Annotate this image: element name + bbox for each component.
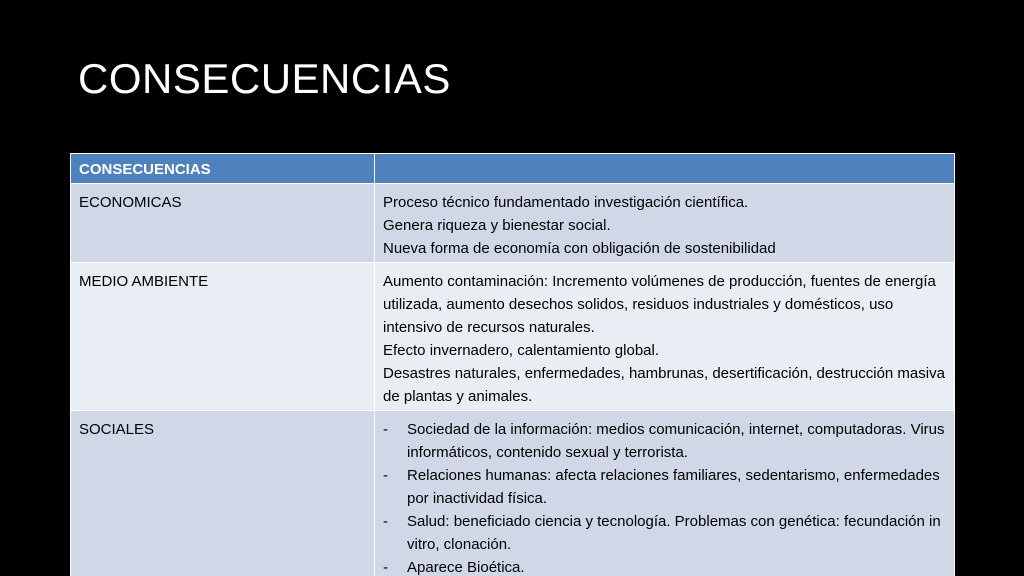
table-header-description [375,154,955,184]
description-cell [375,184,955,263]
table-row-sociales [71,411,955,576]
description-line: Genera riqueza y bienestar social. [383,217,611,234]
description-line: Desastres naturales, enfermedades, hambrunas, desertificación, destrucción masiva de plantas y animales. [383,365,945,405]
dash-marker: - [383,467,388,484]
table-header-category: CONSECUENCIAS [71,154,375,184]
description-cell [375,411,955,576]
slide-title: CONSECUENCIAS [78,55,451,102]
table-row-medio-ambiente [71,263,955,411]
description-line: Aumento contaminación: Incremento volúmenes de producción, fuentes de energía utilizada, aumento desechos solidos, residuos industriales y domésticos, uso intensivo de recursos naturales. [383,273,936,336]
dash-marker: - [383,513,388,530]
bullet-text: Aparece Bioética. [407,559,525,576]
bullet-list [383,418,946,576]
bullet-text: Relaciones humanas: afecta relaciones familiares, sedentarismo, enfermedades por inactividad física. [407,467,940,507]
description-line: Efecto invernadero, calentamiento global. [383,342,660,359]
bullet-item [383,556,946,576]
table-row-economicas [71,184,955,263]
consequences-table [70,153,955,576]
description-line: Nueva forma de economía con obligación de sostenibilidad [383,240,776,257]
category-cell: MEDIO AMBIENTE [71,263,375,411]
description-line: Proceso técnico fundamentado investigación científica. [383,194,749,211]
category-cell: ECONOMICAS [71,184,375,263]
category-cell: SOCIALES [71,411,375,576]
bullet-text: Salud: beneficiado ciencia y tecnología. Problemas con genética: fecundación in vitro, clonación. [407,513,941,553]
description-cell [375,263,955,411]
bullet-text: Sociedad de la información: medios comunicación, internet, computadoras. Virus informáticos, contenido sexual y terrorista. [407,421,945,461]
table-header-row [71,154,955,184]
dash-marker: - [383,421,388,438]
bullet-item [383,464,946,510]
dash-marker: - [383,559,388,576]
bullet-item [383,418,946,464]
bullet-item [383,510,946,556]
